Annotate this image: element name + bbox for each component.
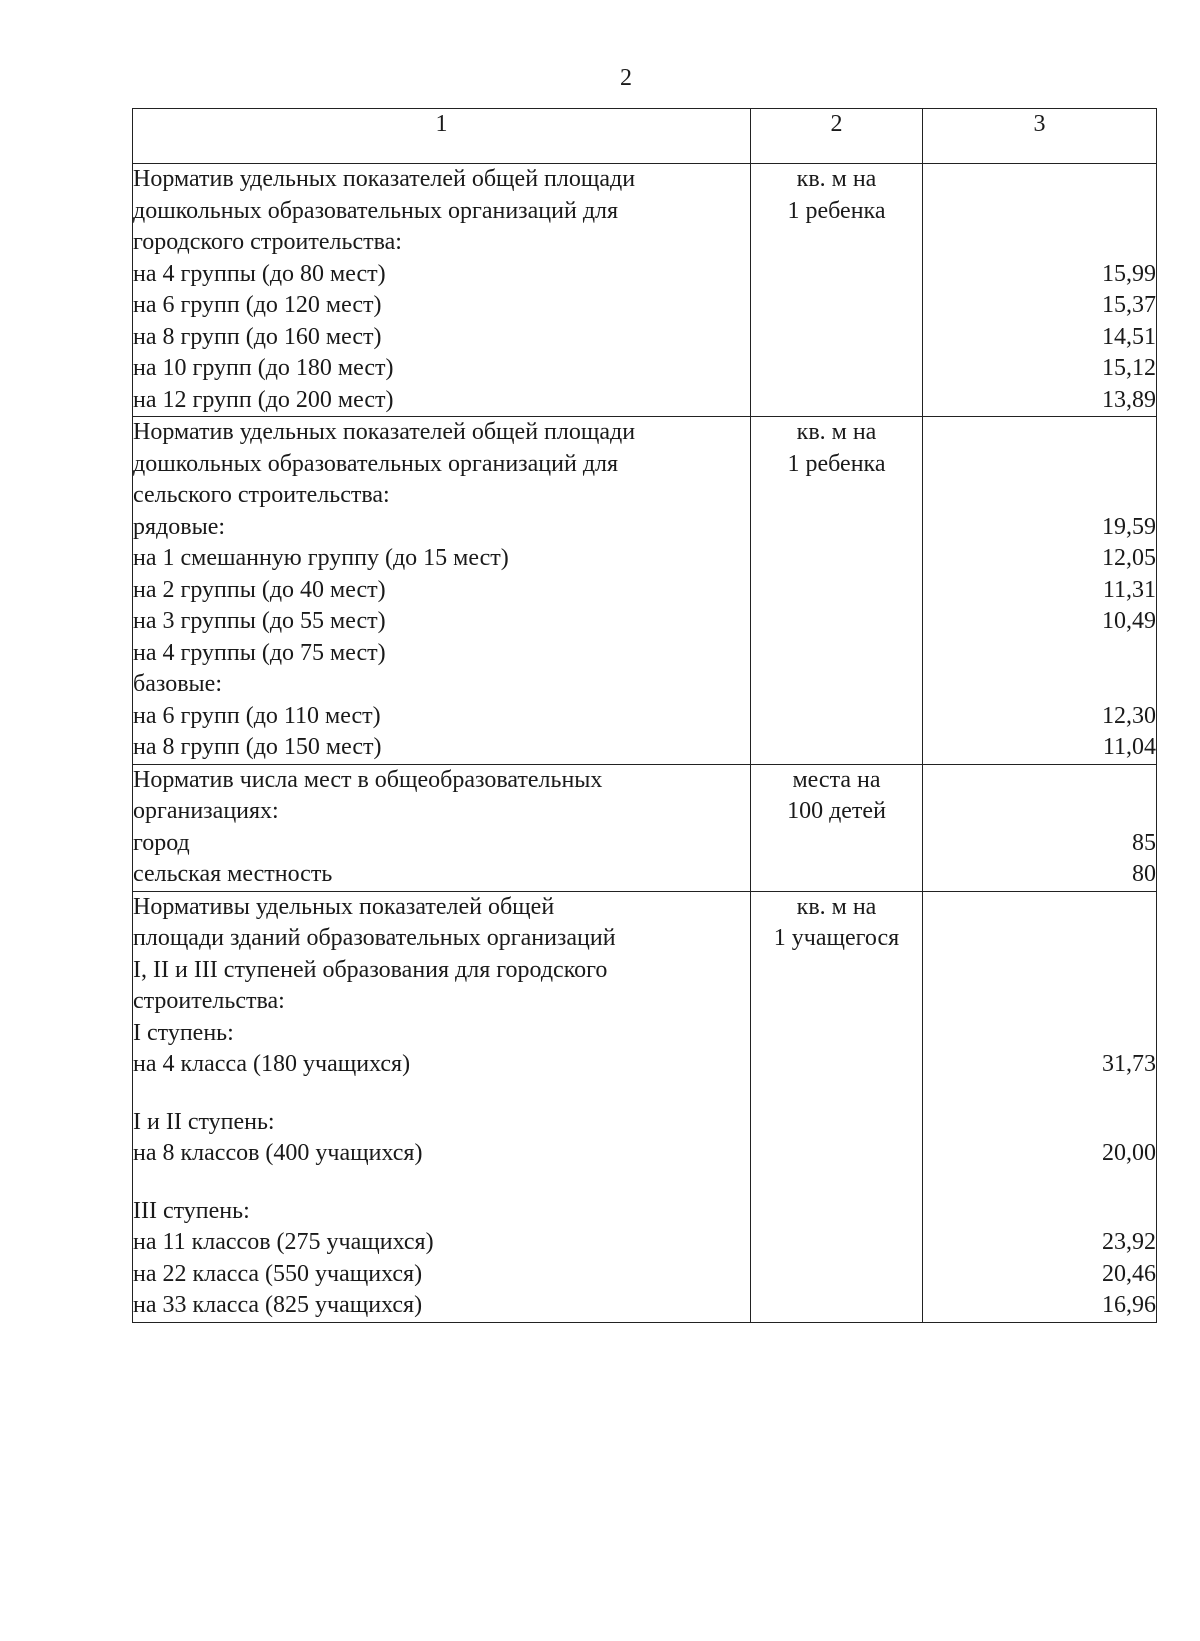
value-text	[923, 227, 1156, 259]
indicator-cell	[133, 891, 751, 1322]
value-text	[923, 1107, 1156, 1139]
indicator-text: на 8 групп (до 160 мест)	[133, 323, 382, 350]
table-row	[133, 417, 1157, 765]
value-text: 15,37	[1102, 292, 1156, 318]
unit-cell	[751, 764, 923, 891]
unit-text: 1 ребенка	[787, 450, 886, 477]
table-row	[133, 164, 1157, 417]
value-text	[923, 1018, 1156, 1050]
indicator-text: город	[133, 829, 190, 856]
indicator-cell	[133, 417, 751, 765]
indicator-text: сельского строительства:	[133, 482, 390, 508]
indicator-text: I и II ступень:	[133, 1108, 275, 1135]
indicator-text: III ступень:	[133, 1197, 250, 1224]
value-text: 12,30	[1102, 702, 1156, 729]
indicator-text: Норматив числа мест в общеобразовательных	[133, 766, 603, 793]
indicator-text: дошкольных образовательных организаций для	[133, 197, 619, 224]
unit-cell	[751, 891, 923, 1322]
indicator-text: на 22 класса (550 учащихся)	[133, 1260, 423, 1287]
value-text	[923, 892, 1156, 924]
value-text: 12,05	[1102, 545, 1156, 571]
value-text	[923, 449, 1156, 481]
indicator-text: на 4 группы (до 80 мест)	[133, 260, 386, 287]
unit-text: кв. м на	[796, 166, 877, 192]
indicator-text: на 8 групп (до 150 мест)	[133, 734, 382, 760]
indicator-text: Нормативы удельных показателей общей	[133, 893, 555, 920]
column-header-2: 2	[751, 109, 923, 164]
page-number: 2	[620, 65, 632, 91]
value-text: 80	[1132, 861, 1156, 887]
indicator-cell	[133, 164, 751, 417]
value-text: 20,00	[1102, 1140, 1156, 1166]
value-text	[923, 417, 1156, 449]
indicator-text: на 8 классов (400 учащихся)	[133, 1140, 423, 1166]
indicator-text: на 11 классов (275 учащихся)	[133, 1229, 434, 1255]
unit-text: 1 учащегося	[773, 925, 900, 951]
indicator-text: Норматив удельных показателей общей площади	[133, 166, 636, 192]
value-text	[923, 196, 1156, 228]
value-text	[923, 923, 1156, 955]
value-text: 13,89	[1102, 386, 1156, 413]
value-text	[923, 796, 1156, 828]
indicator-text: I, II и III ступеней образования для городского	[133, 956, 608, 983]
value-text	[923, 986, 1156, 1018]
indicator-text: рядовые:	[133, 513, 226, 540]
unit-text: 100 детей	[787, 798, 886, 824]
table-row	[133, 891, 1157, 1322]
value-text	[923, 955, 1156, 987]
normatives-table	[132, 108, 1157, 1323]
indicator-cell	[133, 764, 751, 891]
indicator-text: на 4 группы (до 75 мест)	[133, 639, 386, 666]
indicator-text: на 3 группы (до 55 мест)	[133, 608, 386, 634]
column-header-1: 1	[133, 109, 751, 164]
value-text: 23,92	[1102, 1229, 1156, 1255]
indicator-text: площади зданий образовательных организаций	[133, 925, 616, 951]
indicator-text: Норматив удельных показателей общей площади	[133, 419, 636, 445]
value-text	[923, 669, 1156, 701]
value-text: 14,51	[1102, 323, 1156, 350]
value-text: 16,96	[1102, 1292, 1156, 1318]
unit-text: 1 ребенка	[787, 197, 886, 224]
indicator-text: строительства:	[133, 988, 285, 1014]
value-text: 20,46	[1102, 1260, 1156, 1287]
value-cell	[923, 417, 1157, 765]
indicator-text: на 1 смешанную группу (до 15 мест)	[133, 545, 509, 571]
table-header-row	[133, 109, 1157, 164]
unit-text: места на	[792, 766, 881, 793]
column-header-3: 3	[923, 109, 1157, 164]
value-text	[923, 164, 1156, 196]
value-cell	[923, 891, 1157, 1322]
value-cell	[923, 164, 1157, 417]
unit-text: кв. м на	[796, 419, 877, 445]
indicator-text: организациях:	[133, 798, 279, 824]
indicator-text: городского строительства:	[133, 229, 402, 255]
indicator-text: I ступень:	[133, 1019, 234, 1046]
indicator-text: на 6 групп (до 120 мест)	[133, 292, 382, 318]
value-text: 15,12	[1102, 355, 1156, 381]
value-text: 31,73	[1102, 1051, 1156, 1077]
value-text: 15,99	[1102, 260, 1156, 287]
indicator-text: дошкольных образовательных организаций для	[133, 450, 619, 477]
indicator-text: на 10 групп (до 180 мест)	[133, 355, 394, 381]
indicator-text: на 4 класса (180 учащихся)	[133, 1051, 411, 1077]
value-cell	[923, 764, 1157, 891]
value-text: 85	[1132, 829, 1156, 856]
table-row	[133, 764, 1157, 891]
unit-text: кв. м на	[796, 893, 877, 920]
indicator-text: базовые:	[133, 671, 222, 697]
value-text: 11,04	[1102, 734, 1156, 760]
indicator-text: сельская местность	[133, 861, 333, 887]
unit-cell	[751, 417, 923, 765]
value-text: 11,31	[1102, 576, 1156, 603]
unit-cell	[751, 164, 923, 417]
indicator-text: на 33 класса (825 учащихся)	[133, 1292, 423, 1318]
indicator-text: на 6 групп (до 110 мест)	[133, 702, 381, 729]
value-text	[923, 1196, 1156, 1228]
indicator-text: на 12 групп (до 200 мест)	[133, 386, 394, 413]
value-text: 19,59	[1102, 513, 1156, 540]
indicator-text: на 2 группы (до 40 мест)	[133, 576, 386, 603]
value-text: 10,49	[1102, 608, 1156, 634]
value-text	[923, 765, 1156, 797]
value-text	[923, 480, 1156, 512]
value-text	[923, 638, 1156, 670]
